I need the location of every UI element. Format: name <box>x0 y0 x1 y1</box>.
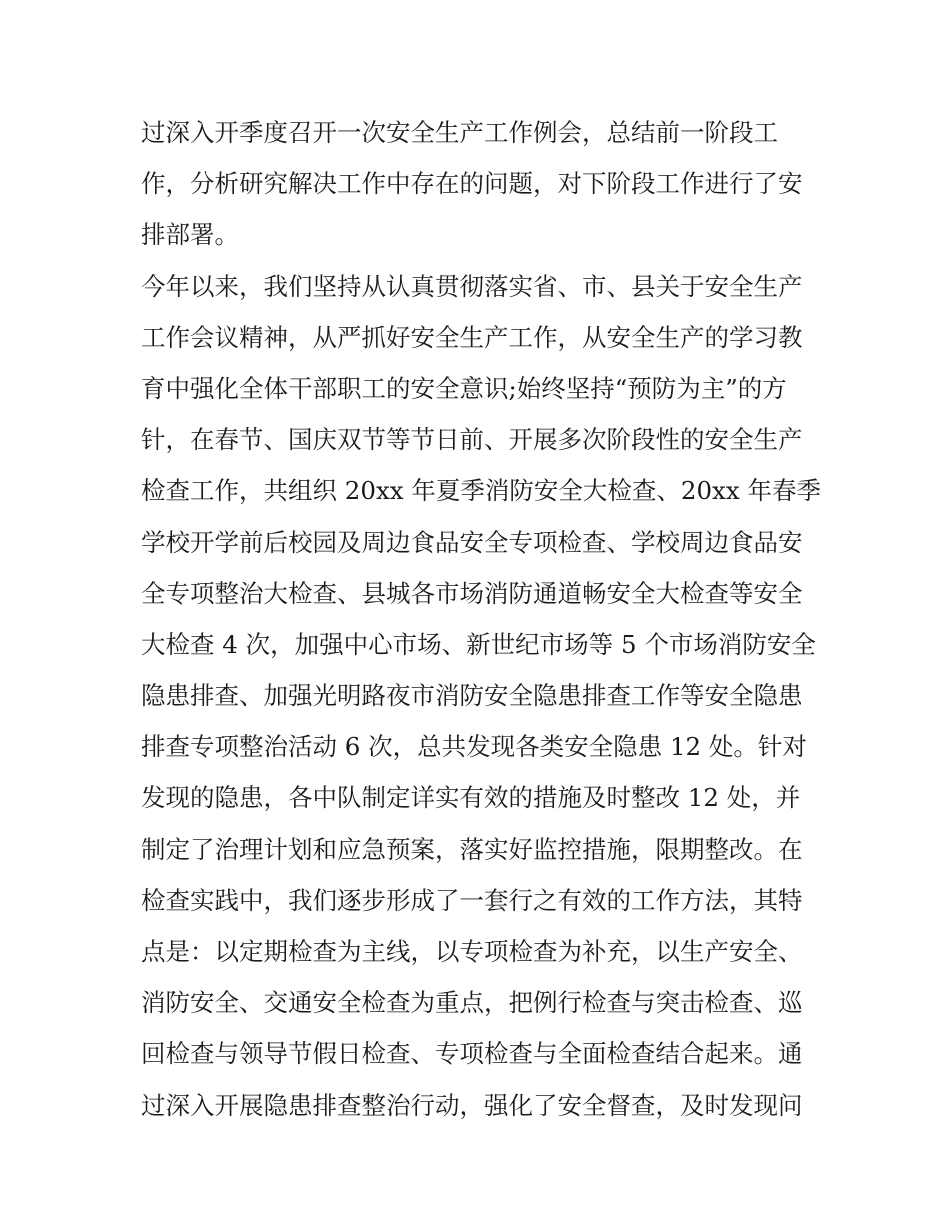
paragraph-line-16: 检查实践中，我们逐步形成了一套行之有效的工作方法，其特 <box>141 885 803 915</box>
paragraph-line-12: 隐患排查、加强光明路夜市消防安全隐患排查工作等安全隐患 <box>141 681 803 711</box>
paragraph-line-4: 今年以来，我们坚持从认真贯彻落实省、市、县关于安全生产 <box>141 271 803 301</box>
paragraph-line-1: 过深入开季度召开一次安全生产工作例会，总结前一阶段工 <box>141 118 778 147</box>
paragraph-line-13: 排查专项整治活动 6 次，总共发现各类安全隐患 12 处。针对 <box>141 732 807 762</box>
paragraph-line-10: 全专项整治大检查、县城各市场消防通道畅安全大检查等安全 <box>141 578 803 608</box>
paragraph-line-8: 检查工作，共组织 20xx 年夏季消防安全大检查、20xx 年春季 <box>141 476 821 506</box>
paragraph-line-11: 大检查 4 次，加强中心市场、新世纪市场等 5 个市场消防安全 <box>141 629 816 659</box>
paragraph-line-7: 针，在春节、国庆双节等节日前、开展多次阶段性的安全生产 <box>141 425 803 455</box>
paragraph-line-14: 发现的隐患，各中队制定详实有效的措施及时整改 12 处，并 <box>141 783 801 813</box>
paragraph-line-19: 回检查与领导节假日检查、专项检查与全面检查结合起来。通 <box>141 1039 803 1069</box>
paragraph-line-3: 排部署。 <box>141 220 239 250</box>
paragraph-line-20: 过深入开展隐患排查整治行动，强化了安全督查，及时发现问 <box>141 1090 803 1120</box>
paragraph-line-17: 点是：以定期检查为主线，以专项检查为补充，以生产安全、 <box>141 937 803 966</box>
paragraph-line-18: 消防安全、交通安全检查为重点，把例行检查与突击检查、巡 <box>141 988 803 1018</box>
paragraph-line-2: 作，分析研究解决工作中存在的问题，对下阶段工作进行了安 <box>141 169 803 199</box>
paragraph-line-5: 工作会议精神，从严抓好安全生产工作，从安全生产的学习教 <box>141 322 803 352</box>
paragraph-line-15: 制定了治理计划和应急预案，落实好监控措施，限期整改。在 <box>141 834 803 864</box>
document-body <box>141 107 821 1131</box>
paragraph-line-9: 学校开学前后校园及周边食品安全专项检查、学校周边食品安 <box>141 527 803 557</box>
paragraph-line-6: 育中强化全体干部职工的安全意识;始终坚持“预防为主”的方 <box>141 373 787 403</box>
